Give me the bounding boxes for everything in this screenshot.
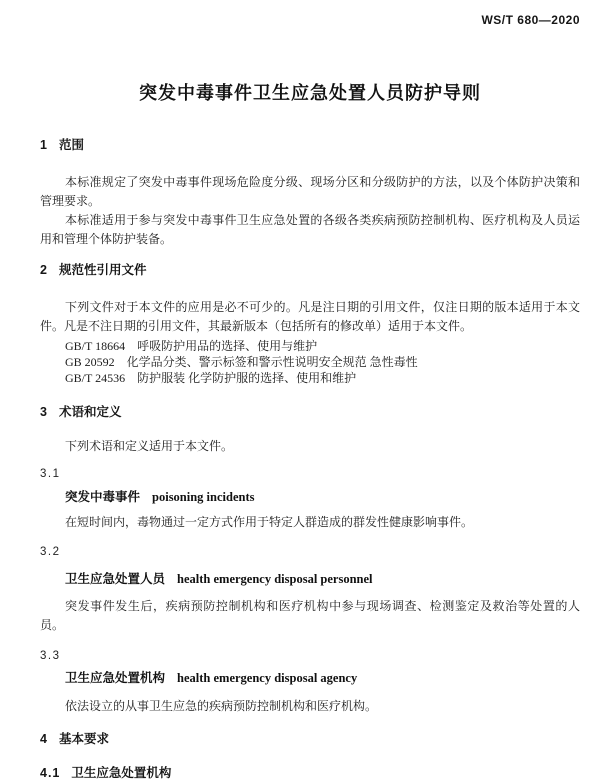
term-name — [40, 572, 580, 587]
reference-title: 化学品分类、警示标签和警示性说明安全规范 急性毒性 — [126, 355, 418, 369]
term-number: 3.1 — [40, 468, 61, 480]
section-1-heading — [40, 138, 580, 152]
reference-title: 防护服装 化学防护服的选择、使用和维护 — [137, 371, 357, 385]
term-name-en: health emergency disposal personnel — [177, 572, 373, 586]
term-definition: 在短时间内，毒物通过一定方式作用于特定人群造成的群发性健康影响事件。 — [65, 515, 474, 529]
term-name-zh: 卫生应急处置人员 — [65, 572, 166, 586]
section-1-number: 1 — [40, 138, 48, 152]
reference-item — [65, 338, 580, 354]
term-definition: 依法设立的从事卫生应急的疾病预防控制机构和医疗机构。 — [65, 699, 378, 713]
term-name-en: health emergency disposal agency — [177, 671, 358, 685]
term-number: 3.3 — [40, 650, 61, 662]
section-4-number: 4 — [40, 732, 48, 746]
section-4-1-heading — [40, 766, 580, 780]
term-definition: 突发事件发生后，疾病预防控制机构和医疗机构中参与现场调查、检测鉴定及救治等处置的人员。 — [40, 599, 580, 632]
section-3-title: 术语和定义 — [58, 405, 122, 419]
term-name-zh: 卫生应急处置机构 — [65, 671, 166, 685]
section-2-heading — [40, 263, 580, 277]
section-3-heading — [40, 405, 580, 419]
section-1-title: 范围 — [58, 138, 84, 152]
term-name — [40, 490, 580, 505]
reference-code: GB/T 18664 — [65, 339, 126, 353]
doc-number: WS/T 680—2020 — [481, 13, 580, 27]
reference-code: GB 20592 — [65, 355, 115, 369]
section-4-1-title: 卫生应急处置机构 — [71, 766, 172, 780]
term-number: 3.2 — [40, 546, 61, 558]
section-4-heading — [40, 732, 580, 746]
section-4-title: 基本要求 — [58, 732, 109, 746]
reference-item — [65, 370, 580, 386]
terms-intro: 下列术语和定义适用于本文件。 — [65, 439, 234, 453]
reference-item — [65, 354, 580, 370]
scope-paragraph-1: 本标准规定了突发中毒事件现场危险度分级、现场分区和分级防护的方法，以及个体防护决策和管理要求。 — [40, 175, 580, 208]
reference-title: 呼吸防护用品的选择、使用与维护 — [137, 339, 318, 353]
normative-references-intro: 下列文件对于本文件的应用是必不可少的。凡是注日期的引用文件，仅注日期的版本适用于本文件。凡是不注日期的引用文件，其最新版本（包括所有的修改单）适用于本文件。 — [40, 300, 580, 333]
term-name-en: poisoning incidents — [152, 490, 255, 504]
scope-paragraph-2: 本标准适用于参与突发中毒事件卫生应急处置的各级各类疾病预防控制机构、医疗机构及人员运用和管理个体防护装备。 — [40, 213, 580, 246]
reference-list — [40, 338, 580, 386]
reference-code: GB/T 24536 — [65, 371, 126, 385]
section-2-number: 2 — [40, 263, 48, 277]
term-name — [40, 671, 580, 686]
section-2-title: 规范性引用文件 — [58, 263, 147, 277]
document-title: 突发中毒事件卫生应急处置人员防护导则 — [139, 83, 481, 103]
section-3-number: 3 — [40, 405, 48, 419]
term-name-zh: 突发中毒事件 — [65, 490, 141, 504]
section-4-1-number: 4.1 — [40, 766, 61, 780]
